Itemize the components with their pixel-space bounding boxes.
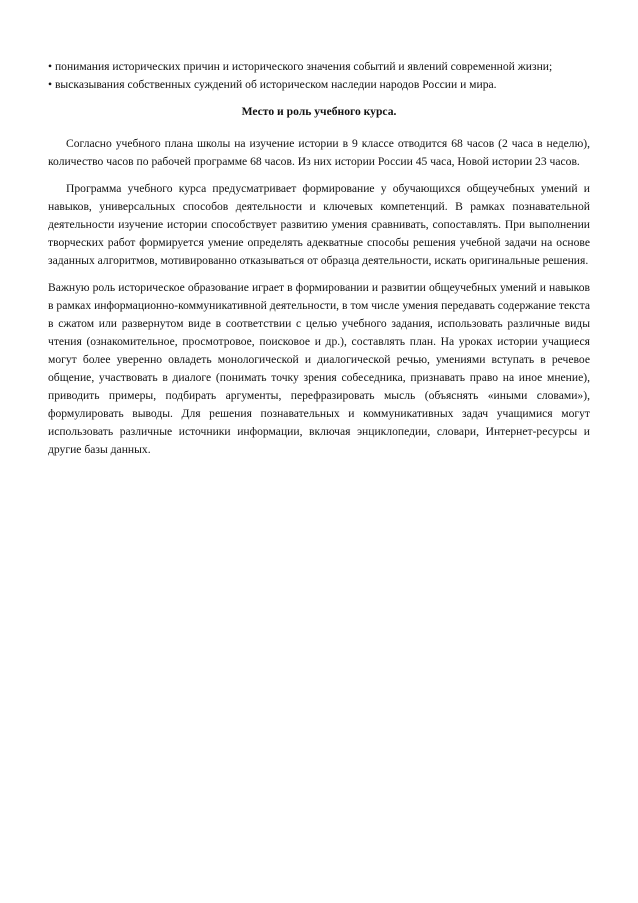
section-heading: Место и роль учебного курса. xyxy=(241,105,397,118)
paragraph-education-role: Важную роль историческое образование играет в формировании и развитии общеучебных умений и навыков в рамках информационно-коммуникативной деятельности, в том числе умения передавать содержание текста в сжатом или развернутом виде в соответствии с целью учебного задания, использовать различные виды чтения (ознакомительное, просмотровое, поисковое и др.), составлять план. На уроках истории учащиеся могут более уверенно овладеть монологической и диалогической речью, умениями вступать в речевое общение, участвовать в диалоге (понимать точку зрения собеседника, признавать право на иное мнение), приводить примеры, подбирать аргументы, перефразировать мысль (объяснять «иными словами»), формулировать выводы. Для решения познавательных и коммуникативных задач учащимися могут использовать различные источники информации, включая энциклопедии, словари, Интернет-ресурсы и другие базы данных. xyxy=(48,281,590,456)
bullet-item: • высказывания собственных суждений об историческом наследии народов России и мира. xyxy=(48,78,497,91)
bullet-list xyxy=(48,58,590,94)
paragraph-hours: Согласно учебного плана школы на изучение истории в 9 классе отводится 68 часов (2 часа в неделю), количество часов по рабочей программе 68 часов. Из них истории России 45 часа, Новой истории 23 часов. xyxy=(48,137,590,168)
bullet-item: • понимания исторических причин и исторического значения событий и явлений современной жизни; xyxy=(48,60,553,73)
document-page xyxy=(48,58,590,459)
paragraph-program: Программа учебного курса предусматривает формирование у обучающихся общеучебных умений и навыков, универсальных способов деятельности и ключевых компетенций. В рамках познавательной деятельности изучение истории способствует развитию умения сравнивать, сопоставлять. При выполнении творческих работ формируется умение определять адекватные способы решения учебной задачи на основе заданных алгоритмов, мотивированно отказываться от образца деятельности, искать оригинальные решения. xyxy=(48,182,590,267)
